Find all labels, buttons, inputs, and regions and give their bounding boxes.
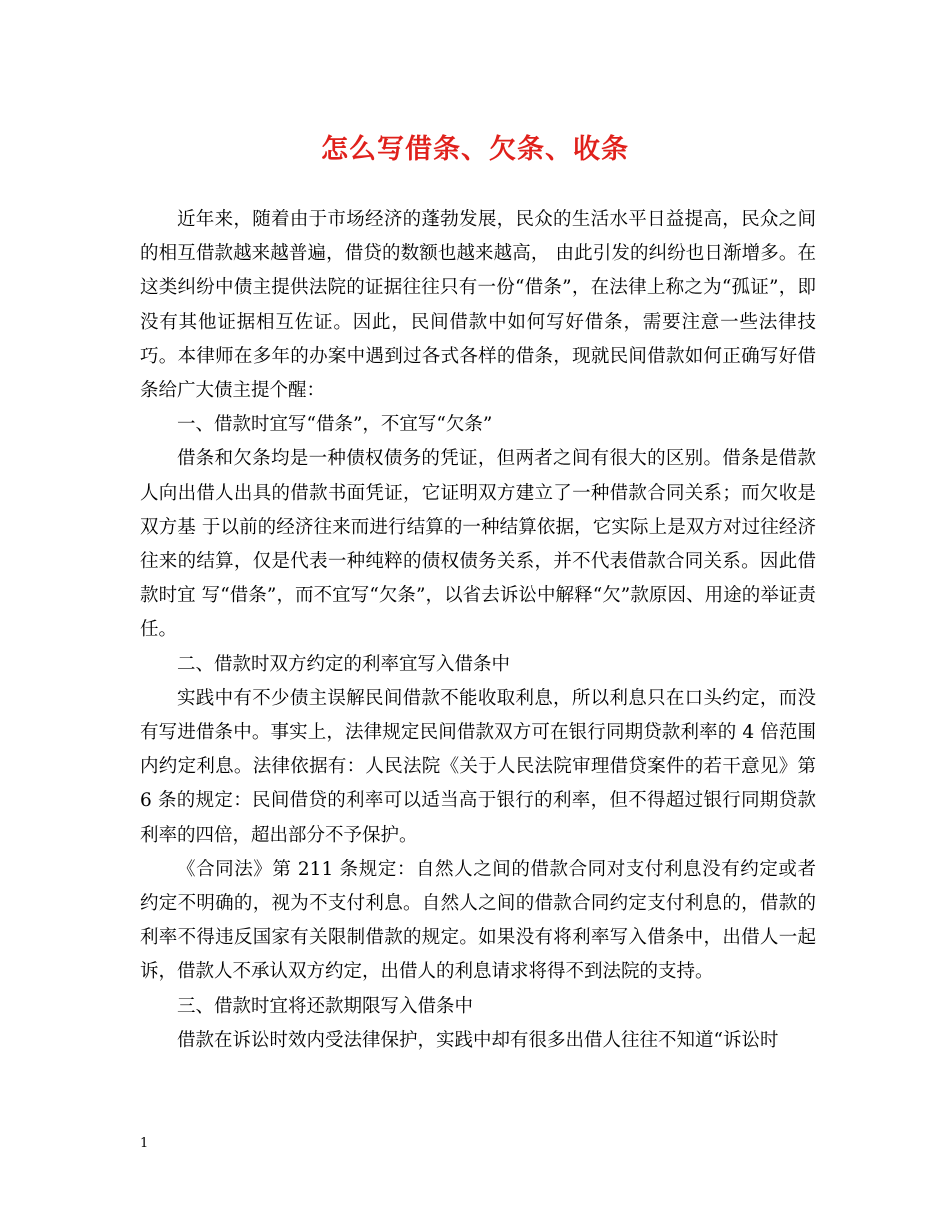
page-number: 1 (140, 1136, 149, 1151)
document-title: 怎么写借条、欠条、收条 (321, 134, 629, 165)
section-heading-3: 三、借款时宜将还款期限写入借条中 (177, 995, 474, 1017)
document-body (140, 203, 816, 1058)
section-heading-2: 二、借款时双方约定的利率宜写入借条中 (177, 653, 511, 675)
paragraph-intro: 近年来，随着由于市场经济的蓬勃发展，民众的生活水平日益提高，民众之间的相互借款越来越普遍，借贷的数额也越来越高， 由此引发的纠纷也日渐增多。在这类纠纷中债主提供法院的证据往往只有一份“借条”，在法律上称之为“孤证”，即没有其他证据相互佐证。因此，民间借款中如何写好借条，需要注意一些法律技巧。本律师在多年的办案中遇到过各式各样的借条，现就民间借款如何正确写好借条给广大债主提个醒： (140, 209, 816, 402)
paragraph-section-1: 借条和欠条均是一种债权债务的凭证，但两者之间有很大的区别。借条是借款人向出借人出具的借款书面凭证，它证明双方建立了一种借款合同关系；而欠收是双方基 于以前的经济往来而进行结算的一种结算依据，它实际上是双方对过往经济往来的结算，仅是代表一种纯粹的债权债务关系，并不代表借款合同关系。因此借款时宜 写“借条”，而不宜写“欠条”，以省去诉讼中解释“欠”款原因、用途的举证责任。 (140, 448, 816, 641)
paragraph-section-2: 实践中有不少债主误解民间借款不能收取利息，所以利息只在口头约定，而没有写进借条中。事实上，法律规定民间借款双方可在银行同期贷款利率的 4 倍范围内约定利息。法律依据有：人民法院《关于人民法院审理借贷案件的若干意见》第 6 条的规定：民间借贷的利率可以适当高于银行的利率，但不得超过银行同期贷款利率的四倍，超出部分不予保护。 (140, 687, 816, 846)
paragraph-contract-law: 《合同法》第 211 条规定：自然人之间的借款合同对支付利息没有约定或者约定不明确的，视为不支付利息。自然人之间的借款合同约定支付利息的，借款的利率不得违反国家有关限制借款的规定。如果没有将利率写入借条中，出借人一起诉，借款人不承认双方约定，出借人的利息请求将得不到法院的支持。 (140, 858, 816, 983)
paragraph-section-3: 借款在诉讼时效内受法律保护，实践中却有很多出借人往往不知道“诉讼时 (177, 1029, 779, 1051)
section-heading-1: 一、借款时宜写“借条”，不宜写“欠条” (177, 414, 493, 436)
